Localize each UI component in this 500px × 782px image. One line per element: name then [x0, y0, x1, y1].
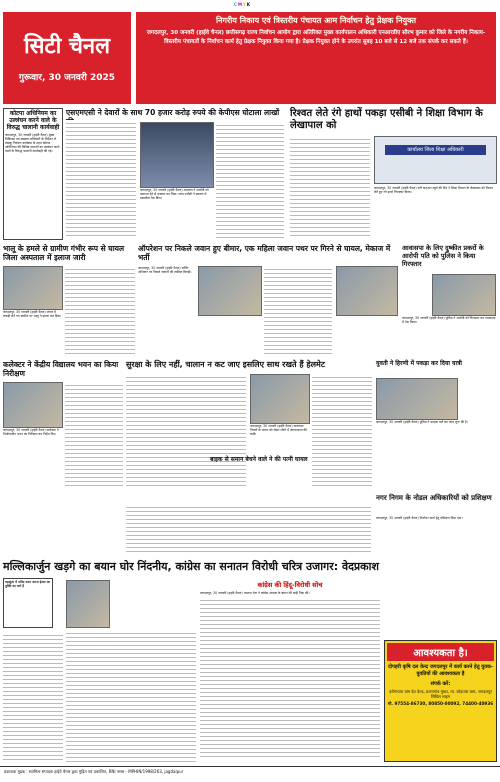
story-9	[126, 494, 497, 554]
story-4-text: जगदलपुर, 30 जनवरी (हाईवे चैनल) सर्चिंग अभियान पर निकले जवानों की तबीयत बिगड़ी।	[138, 266, 192, 274]
story-1-text: जगदलपुर, 30 जनवरी (हाईवे चैनल) अदालत ने आरोपी को जमानत देने से इनकार कर दिया। जांच एजेंसी ने प्रकरण में दस्तावेज पेश किए।	[140, 188, 209, 200]
story-6-columns	[65, 382, 123, 488]
masthead-date: गुरूवार, 30 जनवरी 2025	[18, 73, 116, 83]
notice-headline: निगरीय निकाय एवं त्रिस्तरीय पंचायत आम निर्वाचन हेतु प्रेक्षक नियुक्त	[215, 16, 417, 25]
story-7-columns	[126, 374, 246, 488]
story-1-headline: एसएमएसी ने देवारों के साथ 70 हजार करोड़ रुपये की केपीएस घोटाला लाखों	[66, 108, 280, 117]
story-4-photo-a	[198, 266, 262, 316]
story-6-headline: कलेक्टर ने केंद्रीय विद्यालय भवन का किया निरीक्षण	[3, 360, 119, 378]
story-3-columns	[65, 266, 135, 356]
story-7-headline: सुरक्षा के लिए नहीं, चालान न कट जाए इसलिए साथ रखते हैं हेलमेट	[126, 360, 325, 369]
story-9-columns	[126, 504, 371, 552]
story-2-photo-sign: कार्यालय जिला शिक्षा अधिकारी	[385, 145, 486, 155]
left-box-text: जगदलपुर, 30 जनवरी (हाईवे चैनल) मुख्य चिकित्सा एवं स्वास्थ्य अधिकारी के निर्देशन में तंबाकू नियंत्रण कार्यक्रम के तहत कोटपा अधिनियम की विभिन्न धाराओं का उल्लंघन करने वालों के विरुद्ध चालानी कार्यवाही की गई।	[5, 133, 60, 153]
story-8	[376, 360, 497, 490]
masthead-title: सिटी चैनल	[23, 34, 111, 59]
ad-contact-label: संपर्क करें:	[430, 681, 451, 687]
story-5-text: जगदलपुर, 30 जनवरी (हाईवे चैनल) पुलिस ने आरोपी को गिरफ्तार कर न्यायालय में पेश किया।	[402, 316, 496, 324]
story-7-text: जगदलपुर, 30 जनवरी (हाईवे चैनल) यातायात नियमों के पालन को लेकर लोगों में जागरूकता की कमी।	[250, 424, 307, 436]
story-6-photo	[3, 382, 63, 428]
story-7-columns-b	[312, 374, 372, 488]
story-5-photo	[432, 274, 496, 316]
story-9-headline: नगर निगम के नोडल अधिकारियों को प्रशिक्षण	[376, 494, 492, 502]
story-10-left-box-text: महाकुंभ में पवित्र स्नान करना ईश्वर का मुक्ति का मार्ग है	[5, 580, 51, 588]
story-2-photo	[374, 136, 497, 184]
story-10-columns-b	[66, 630, 196, 762]
footer-text: प्रकाशक मुद्रक : स्वामित्व संपादक हाईवे चैनल द्वारा मुद्रित एवं प्रकाशित, RNI नम्बर - MPHIN/1998/263, jagdalpur	[4, 769, 184, 774]
ad-address: दरोगापारा ग्राम देव केन्द्र, प्रतापगांव मुख्य, धा. जोड़पारा ग्राम, जगदलपुर सिविल लाइन	[389, 689, 492, 699]
left-box-title: कोटपा अधिनियम का उल्लंघन करने वाले के विरुद्ध चालानी कार्यवाही	[6, 110, 60, 131]
story-7-photo	[250, 374, 310, 424]
story-10-sub-headline: कांग्रेस की हिंदू-विरोधी सोच	[257, 581, 323, 589]
story-1	[66, 108, 286, 240]
story-8-sub-headline: बाइक से समान बेचने वाले ने की पत्नी घायल	[210, 456, 308, 463]
story-10-photo	[66, 580, 110, 628]
footer	[0, 766, 500, 782]
story-9-text: जगदलपुर, 30 जनवरी (हाईवे चैनल) निर्वाचन कार्य हेतु प्रशिक्षण दिया गया।	[376, 516, 463, 520]
story-10-body	[200, 580, 380, 762]
story-8-photo	[376, 378, 458, 420]
story-8-sub	[210, 456, 350, 463]
story-7	[126, 360, 374, 490]
story-4-photo-b	[336, 266, 398, 316]
story-4-columns	[264, 266, 332, 354]
job-ad	[384, 640, 497, 762]
top-notice	[136, 12, 496, 104]
story-2-headline: रिश्वत लेते रंगे हाथों पकड़ा एसीबी ने शिक्षा विभाग के लेखापाल को	[290, 108, 483, 131]
ad-phone: मो. 97554-86730, 80850-00092, 74400-40936	[387, 701, 494, 706]
masthead	[3, 12, 131, 104]
ad-subtitle: दोपहरी कृषि दल केन्द्र जगदलपुर में कार्य करने हेतु युवक-युवतियों की आवश्यकता है	[388, 664, 493, 677]
story-4-headline: ऑपरेशन पर निकले जवान हुए बीमार, एक महिला जवान पथर पर गिरने से घायल, मेकाज में भर्ती	[138, 244, 391, 262]
story-6	[3, 360, 123, 490]
story-3-text: जगदलपुर, 30 जनवरी (हाईवे चैनल) जंगल में लकड़ी लेने गए ग्रामीण पर भालू ने हमला कर दिया।	[3, 310, 62, 318]
story-3-photo	[3, 266, 63, 310]
story-6-text: जगदलपुर, 30 जनवरी (हाईवे चैनल) कलेक्टर ने निर्माणाधीन भवन का निरीक्षण कर निर्देश दिए।	[3, 428, 59, 436]
story-2-column-a	[290, 136, 370, 238]
story-1-photo	[140, 122, 214, 188]
story-1-column-b	[216, 122, 284, 238]
story-3-headline: भालू के हमले से ग्रामीण गंभीर रूप से घायल जिला अस्पताल में इलाज जारी	[3, 244, 125, 262]
story-10-text: जगदलपुर, 30 जनवरी (हाईवे चैनल) भाजपा नेता ने कांग्रेस अध्यक्ष के बयान की कड़ी निंदा की।	[200, 591, 310, 595]
story-5-headline: आवासपा के लिए दुष्कीत प्रकरों के आरोपी पति को पुलिस ने किया गिरफ्तार	[402, 244, 484, 268]
story-10-left-box	[3, 578, 53, 628]
story-2	[290, 108, 497, 240]
story-1-column-a	[66, 120, 136, 238]
ad-title: आवश्यकता है।	[387, 643, 494, 661]
story-8-headline: युवती ने हिरणी में पकड़ा कर दिया यात्री	[376, 360, 462, 367]
cmyk-marker: C M Y K	[234, 2, 250, 7]
story-5	[402, 244, 497, 356]
story-10-columns-a	[3, 632, 63, 762]
story-2-text: जगदलपुर, 30 जनवरी (हाईवे चैनल) एंटी करप्शन ब्यूरो की टीम ने शिक्षा विभाग के लेखापाल को रिश्वत लेते हुए रंगे हाथों गिरफ्तार किया।	[374, 186, 493, 194]
story-8-text: जगदलपुर, 30 जनवरी (हाईवे चैनल) पुलिस ने मामला दर्ज कर जांच शुरू की है।	[376, 420, 468, 424]
story-4	[138, 244, 398, 356]
story-10-headline: मल्लिकार्जुन खड़गे का बयान घोर निंदनीय, कांग्रेस का सनातन विरोधी चरित्र उजागर: वेदप्रकाश	[3, 560, 379, 573]
story-10-columns-c	[200, 597, 380, 757]
story-3	[3, 244, 135, 356]
notice-body: जगदलपुर, 30 जनवरी (हाईवे चैनल) छत्तीसगढ़ राज्य निर्वाचन आयोग द्वारा अतिरिक्त मुख्य कार्यपालन अधिकारी एनआरडीए सौरभ कुमार को जिले के नगरीय निकाय-त्रिस्तरीय पंचायतों के निर्वाचन कार्य हेतु प्रेक्षक नियुक्त किया गया है। प्रेक्षक नियुक्त होने के उपरांत सुबह 10 बजे से 12 बजे तक संपर्क कर सकते हैं।	[146, 30, 486, 45]
left-info-box	[3, 108, 63, 240]
